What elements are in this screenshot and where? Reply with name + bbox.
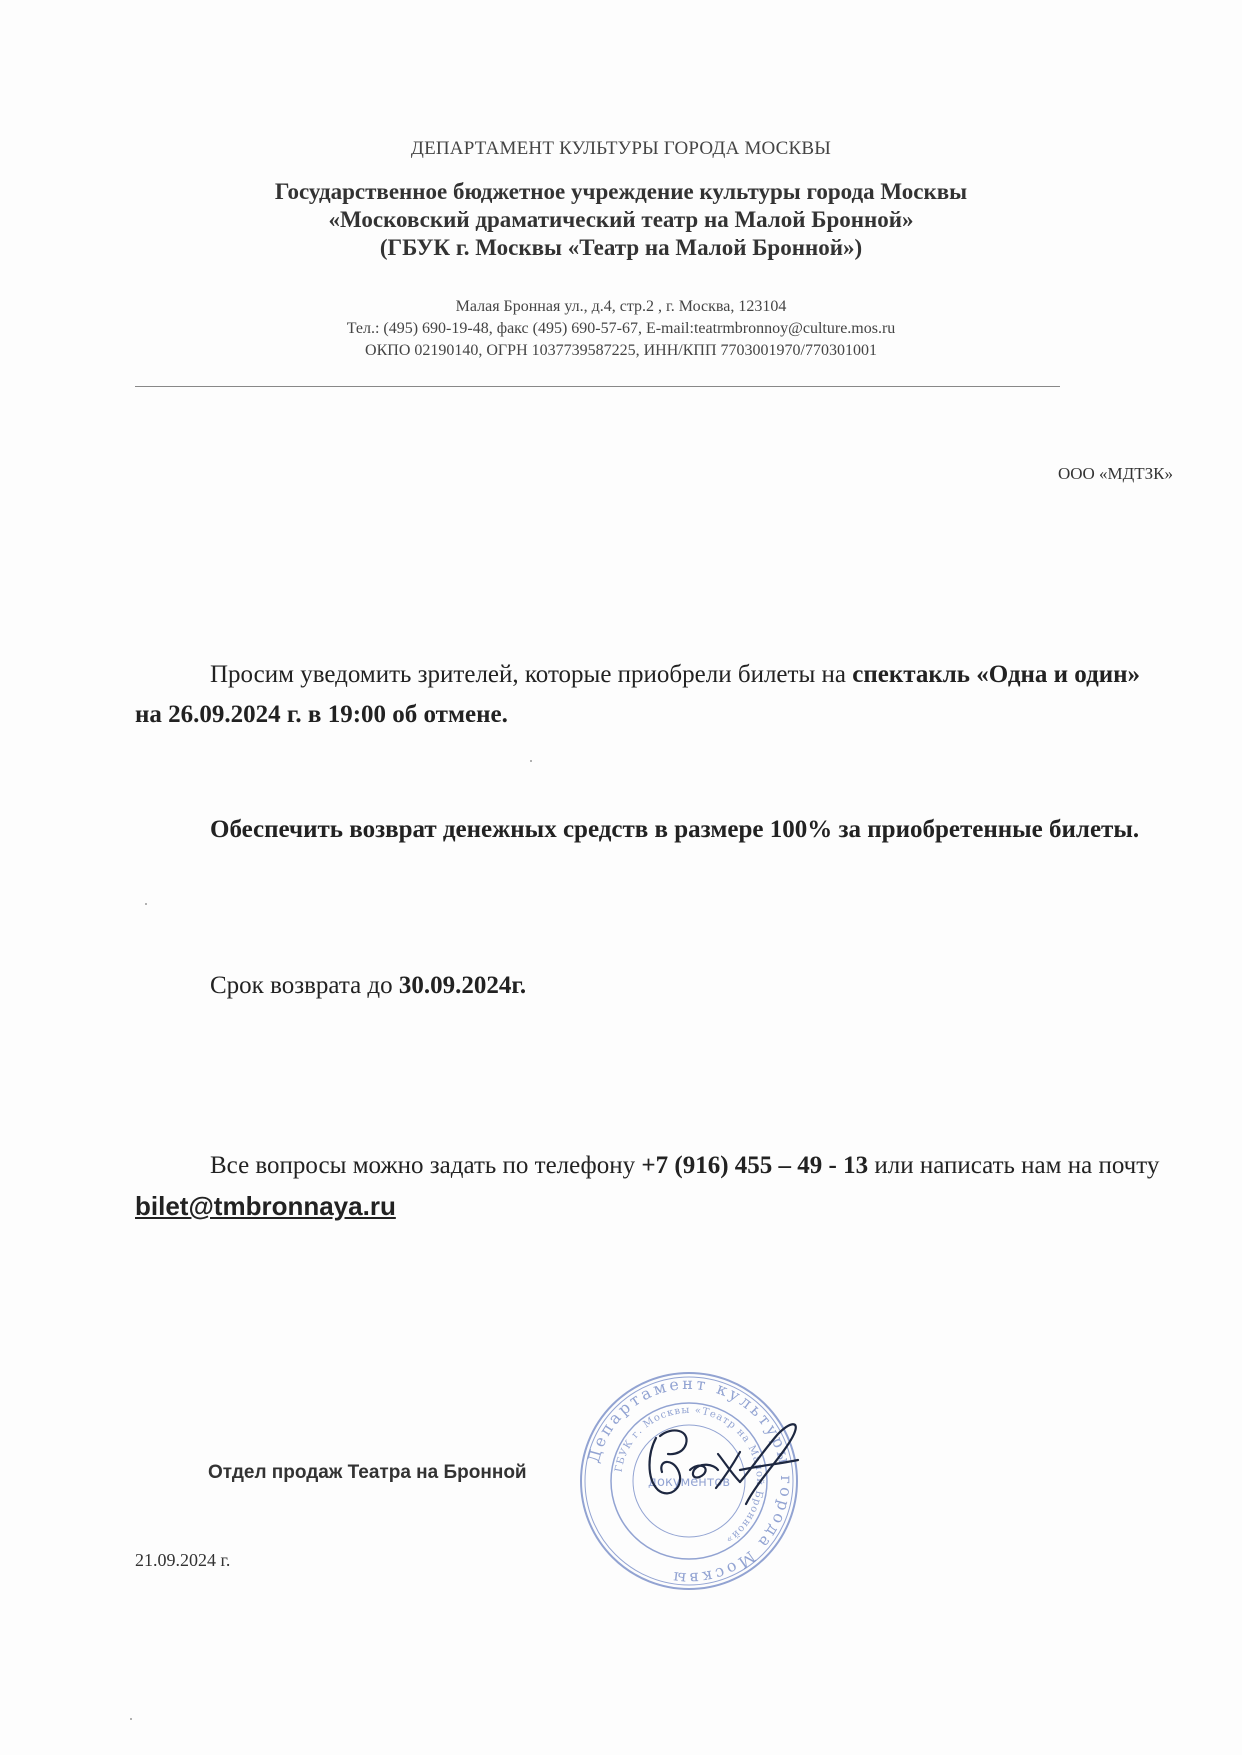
handwritten-signature: [628, 1408, 818, 1518]
organization-name: [0, 178, 1242, 262]
stamp-inner-text: ГБУК г. Москвы «Театр на Малой Бронной»: [613, 1404, 766, 1546]
address-line: Малая Бронная ул., д.4, стр.2 , г. Москва, 123104: [455, 298, 787, 315]
contacts-text-1: Все вопросы можно задать по телефону: [210, 1152, 642, 1179]
org-line-3: (ГБУК г. Москвы «Театр на Малой Бронной»): [379, 235, 863, 260]
department-header: ДЕПАРТАМЕНТ КУЛЬТУРЫ ГОРОДА МОСКВЫ: [410, 138, 832, 159]
contact-email-link[interactable]: bilet@tmbronnaya.ru: [135, 1191, 396, 1221]
stamp-outer-text: Департамент культуры города Москвы: [583, 1373, 797, 1589]
contact-block: [0, 296, 1242, 362]
contact-phone: +7 (916) 455 – 49 - 13: [641, 1152, 869, 1179]
scan-speck: [145, 903, 147, 905]
paragraph-cancellation: [135, 655, 1160, 735]
cancellation-text: Просим уведомить зрителей, которые приобрели билеты на: [210, 661, 853, 688]
codes-line: ОКПО 02190140, ОГРН 1037739587225, ИНН/КПП 7703001970/770301001: [365, 342, 877, 359]
paragraph-contacts: [135, 1146, 1160, 1228]
signature-label: Отдел продаж Театра на Бронной: [208, 1462, 527, 1483]
paragraph-refund: [135, 810, 1160, 850]
stamp-center-text: документов: [648, 1475, 730, 1490]
letter-date: 21.09.2024 г.: [135, 1550, 231, 1570]
cancellation-bold: спектакль «Одна и один» на 26.09.2024 г. в 19:00 об отмене.: [135, 661, 1141, 728]
org-line-2: «Московский драматический театр на Малой Бронной»: [328, 207, 914, 232]
scan-speck: [530, 760, 532, 762]
refund-text: Обеспечить возврат денежных средств в размере 100% за приобретенные билеты.: [210, 816, 1140, 843]
header-divider: [135, 386, 1060, 387]
deadline-text: Срок возврата до: [210, 972, 399, 999]
paragraph-deadline: [135, 966, 1160, 1006]
scan-speck: [130, 1718, 132, 1720]
phone-line: Тел.: (495) 690-19-48, факс (495) 690-57-67, E-mail:teatrmbronnoy@culture.mos.ru: [346, 320, 896, 337]
addressee: ООО «МДТЗК»: [1057, 464, 1173, 483]
deadline-date: 30.09.2024г.: [398, 972, 527, 999]
org-line-1: Государственное бюджетное учреждение культуры города Москвы: [274, 179, 968, 204]
contacts-text-2: или написать нам на почту: [868, 1152, 1160, 1179]
